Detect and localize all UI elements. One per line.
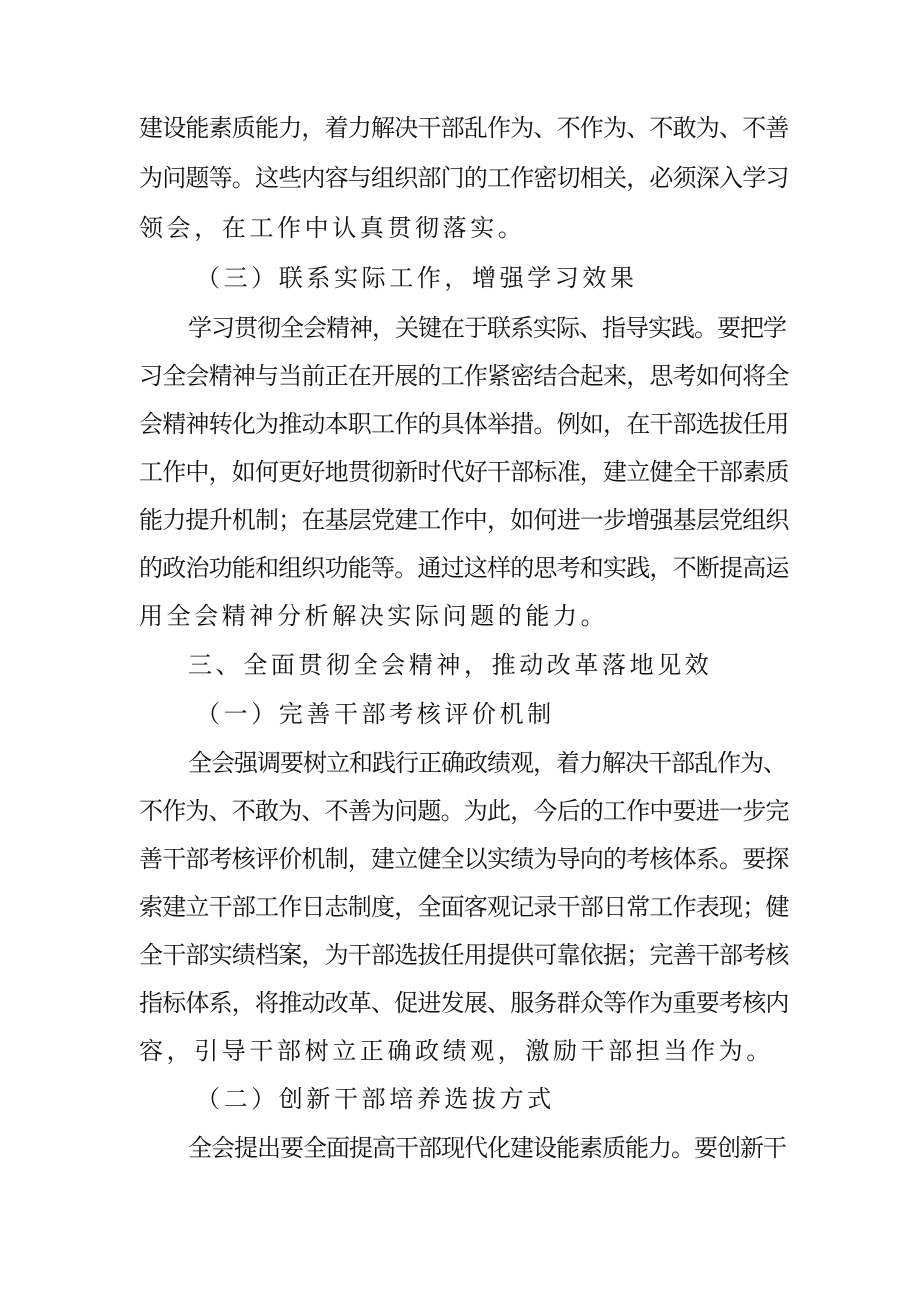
subsection-heading: （二）创新干部培养选拔方式 bbox=[196, 1085, 555, 1113]
body-text-line: 指标体系，将推动改革、促进发展、服务群众等作为重要考核内 bbox=[139, 989, 789, 1017]
body-text-line: 会精神转化为推动本职工作的具体举措。例如，在干部选拔任用 bbox=[139, 410, 789, 438]
body-text-line: 索建立干部工作日志制度，全面客观记录干部日常工作表现；健 bbox=[139, 893, 789, 921]
body-text-line: 建设能素质能力，着力解决干部乱作为、不作为、不敢为、不善 bbox=[139, 114, 789, 142]
section-heading: 三、全面贯彻全会精神，推动改革落地见效 bbox=[188, 651, 713, 679]
body-text-line: 学习贯彻全会精神，关键在于联系实际、指导实践。要把学 bbox=[188, 314, 786, 342]
body-text-line: 用全会精神分析解决实际问题的能力。 bbox=[139, 602, 609, 630]
body-text-line: 全干部实绩档案，为干部选拔任用提供可靠依据；完善干部考核 bbox=[139, 941, 789, 969]
subsection-heading: （一）完善干部考核评价机制 bbox=[196, 700, 555, 728]
body-text-line: 为问题等。这些内容与组织部门的工作密切相关，必须深入学习 bbox=[139, 164, 789, 192]
body-text-line: 全会提出要全面提高干部现代化建设能素质能力。要创新干 bbox=[188, 1134, 786, 1162]
body-text-line: 善干部考核评价机制，建立健全以实绩为导向的考核体系。要探 bbox=[139, 845, 789, 873]
body-text-line: 不作为、不敢为、不善为问题。为此，今后的工作中要进一步完 bbox=[139, 797, 789, 825]
body-text-line: 领会，在工作中认真贯彻落实。 bbox=[139, 214, 526, 242]
body-text-line: 能力提升机制；在基层党建工作中，如何进一步增强基层党组织 bbox=[139, 506, 789, 534]
body-text-line: 的政治功能和组织功能等。通过这样的思考和实践，不断提高运 bbox=[139, 554, 789, 582]
body-text-line: 工作中，如何更好地贯彻新时代好干部标准，建立健全干部素质 bbox=[139, 458, 789, 486]
body-text-line: 全会强调要树立和践行正确政绩观，着力解决干部乱作为、 bbox=[188, 749, 786, 777]
subsection-heading: （三）联系实际工作，增强学习效果 bbox=[196, 264, 638, 292]
body-text-line: 习全会精神与当前正在开展的工作紧密结合起来，思考如何将全 bbox=[139, 362, 789, 390]
body-text-line: 容，引导干部树立正确政绩观，激励干部担当作为。 bbox=[139, 1037, 774, 1065]
